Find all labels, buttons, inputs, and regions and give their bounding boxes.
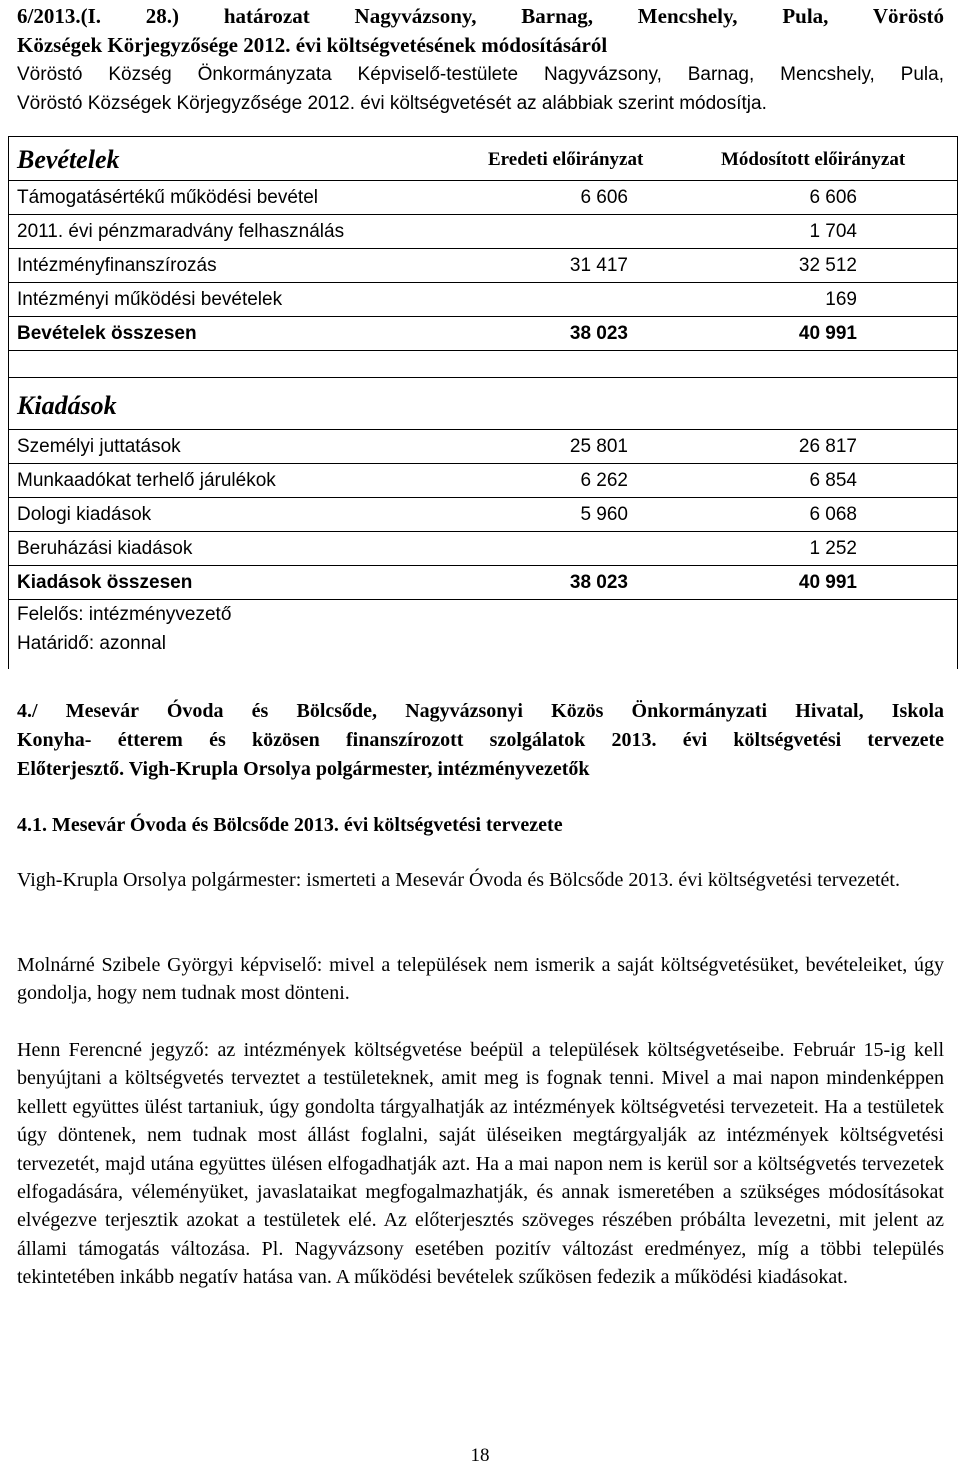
row-modified-value: 169 (825, 289, 857, 310)
expense-total-row (9, 566, 957, 600)
intro-line2: Vöröstó Községek Körjegyzősége 2012. évi költségvetését az alábbiak szerint módosítja. (17, 93, 767, 114)
total-modified-value: 40 991 (798, 572, 857, 593)
row-label: Dologi kiadások (17, 504, 152, 525)
paragraph-representative: Molnárné Szibele Györgyi képviselő: mivel a települések nem ismerik a saját költségvetésüket, bevételeiket, úgy gondolja, hogy nem tudnak most dönteni. (17, 954, 944, 1005)
income-header-row (9, 137, 957, 181)
table-row (9, 430, 957, 464)
total-original-value: 38 023 (569, 323, 628, 344)
row-modified-value: 6 606 (809, 187, 857, 208)
paragraph-notary: Henn Ferencné jegyző: az intézmények költségvetése beépül a települések költségvetéseibe. Február 15-ig kell benyújtani a költségvetés terveztet a testületeknek, amit meg is fognak tenni. Mivel a mai napon mindenképpen kellett együttes ülést tartaniuk, úgy gondolta tárgyalhatják az intézmények költségvetési tervezeteit. Ha a testületek úgy döntenek, nem tudnak most állást foglalni, saját üléseiken megtárgyalják az intézmények költségvetési tervezetét, majd utána együttes ülésen elfogadhatják azt. Ha a mai napon nem is kerül sor a költségvetés tervezetek elfogadására, véleményüket, javaslataikat megfogalmazhatják, és annak ismeretében a szükséges módosításokat elvégezve terjesztik azokat a testületek elé. Az előterjesztés szöveges részében próbálta levezetni, mit jelent az állami támogatás változása. Pl. Nagyvázsony esetében pozitív változást eredményez, míg a többi település tekintetében inkább negatív hatása van. A működési bevételek szűkösen fedezik a működési kiadásokat. (17, 1039, 944, 1289)
row-label: Intézményi működési bevételek (17, 289, 283, 310)
row-original-value: 31 417 (569, 255, 628, 276)
expense-header-row (9, 378, 957, 430)
row-modified-value: 26 817 (798, 436, 857, 457)
deadline-text: Határidő: azonnal (17, 633, 166, 654)
row-label: 2011. évi pénzmaradvány felhasználás (17, 221, 345, 242)
budget-table (8, 136, 958, 669)
deadline-row (9, 629, 957, 669)
row-label: Személyi juttatások (17, 436, 181, 457)
responsible-text: Felelős: intézményvezető (17, 604, 232, 625)
total-original-value: 38 023 (569, 572, 628, 593)
table-row (9, 498, 957, 532)
table-row (9, 464, 957, 498)
section41-title: 4.1. Mesevár Óvoda és Bölcsőde 2013. évi költségvetési tervezete (17, 814, 563, 836)
page-number: 18 (470, 1445, 490, 1466)
row-original-value: 6 262 (580, 470, 628, 491)
column-header-original: Eredeti előirányzat (488, 149, 644, 170)
expense-section-title: Kiadások (17, 391, 117, 420)
row-modified-value: 6 854 (809, 470, 857, 491)
income-total-row (9, 317, 957, 351)
table-row (9, 181, 957, 215)
row-label: Munkaadókat terhelő járulékok (17, 470, 276, 491)
responsible-row (9, 600, 957, 629)
total-label: Kiadások összesen (17, 572, 193, 593)
column-header-modified: Módosított előirányzat (721, 149, 906, 170)
row-label: Támogatásértékű működési bevétel (17, 187, 318, 208)
resolution-title-line2: Községek Körjegyzősége 2012. évi költségvetésének módosításáról (17, 33, 608, 57)
empty-separator-row (9, 351, 957, 378)
total-label: Bevételek összesen (17, 323, 197, 344)
table-row (9, 215, 957, 249)
row-original-value: 6 606 (580, 187, 628, 208)
section4-line3: Előterjesztő. Vigh-Krupla Orsolya polgármester, intézményvezetők (17, 758, 590, 780)
section4-line1: 4./ Mesevár Óvoda és Bölcsőde, Nagyvázsonyi Közös Önkormányzati Hivatal, Iskola (17, 700, 944, 722)
table-row (9, 249, 957, 283)
income-section-title: Bevételek (17, 145, 120, 174)
row-modified-value: 1 704 (809, 221, 857, 242)
table-row (9, 532, 957, 566)
row-modified-value: 32 512 (798, 255, 857, 276)
row-original-value: 5 960 (580, 504, 628, 525)
row-modified-value: 6 068 (809, 504, 857, 525)
row-original-value: 25 801 (569, 436, 628, 457)
row-label: Beruházási kiadások (17, 538, 193, 559)
row-label: Intézményfinanszírozás (17, 255, 217, 276)
resolution-title-line1: 6/2013.(I. 28.) határozat Nagyvázsony, Barnag, Mencshely, Pula, Vöröstó (17, 4, 944, 28)
intro-line1: Vöröstó Község Önkormányzata Képviselő-testülete Nagyvázsony, Barnag, Mencshely, Pula, (17, 64, 944, 85)
row-modified-value: 1 252 (809, 538, 857, 559)
section4-line2: Konyha- étterem és közösen finanszírozott szolgálatok 2013. évi költségvetési tervezete (17, 729, 944, 751)
table-row (9, 283, 957, 317)
paragraph-mayor: Vigh-Krupla Orsolya polgármester: ismerteti a Mesevár Óvoda és Bölcsőde 2013. évi költségvetési tervezetét. (17, 869, 900, 891)
total-modified-value: 40 991 (798, 323, 857, 344)
